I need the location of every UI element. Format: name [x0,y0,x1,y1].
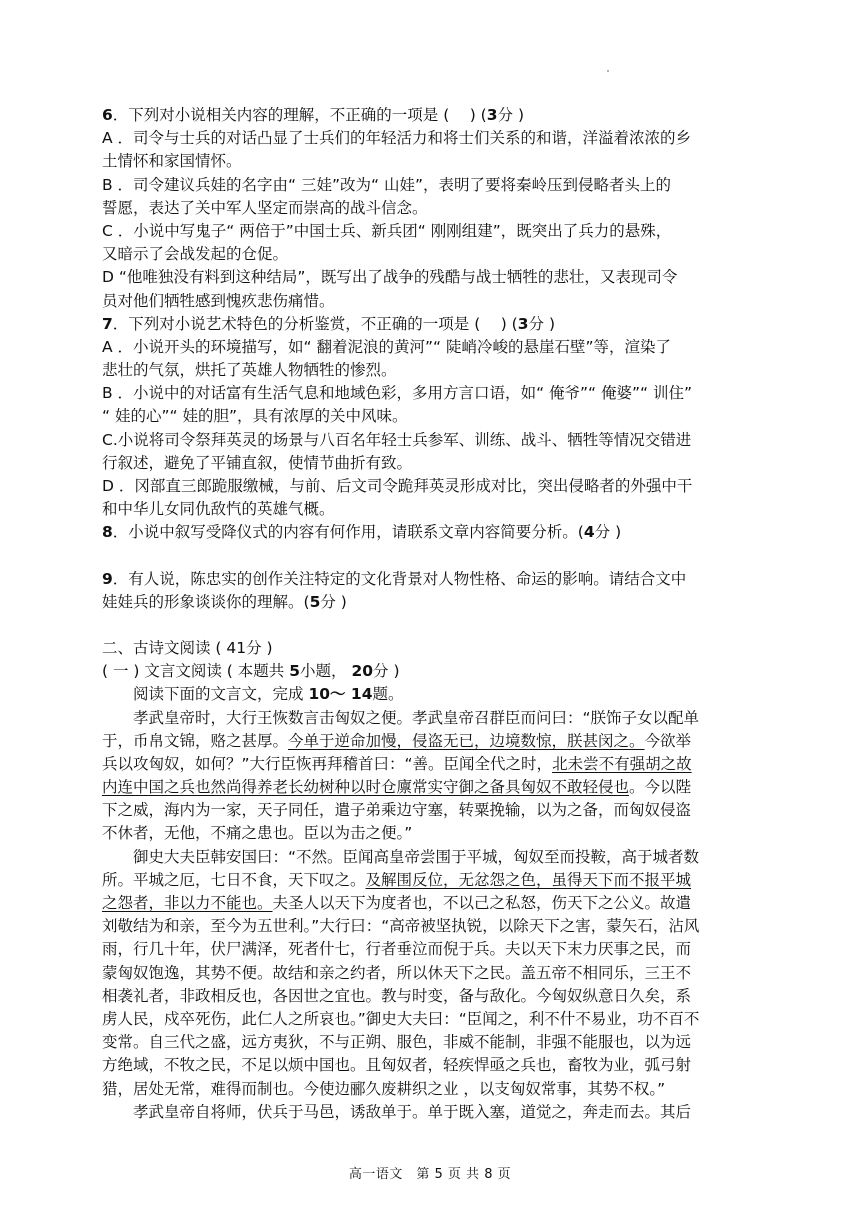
q7-option-b: B ．小说中的对话富有生活气息和地域色彩，多用方言口语，如“ 俺爷”“ 俺婆”“ 训住” [102,384,693,403]
passage-line: 蒙匈奴饱逸，其势不便。故结和亲之约者，所以休天下之民。盖五帝不相同乐，三王不 [102,963,692,982]
underlined-sentence: 及解围反位，无忿怨之色，虽得天下而不报平城 [365,870,692,889]
underlined-sentence: 北未尝不有强胡之故 [552,754,692,773]
passage-line: 孝武皇帝自将师，伏兵于马邑，诱敌单于。单于既入塞，道觉之，奔走而去。其后 [133,1102,692,1121]
q6-option-a-cont: 土情怀和家国情怀。 [102,152,242,171]
section-title: 二、古诗文阅读 ( 41分 ) [102,638,273,657]
q7-option-a: A ．小说开头的环境描写，如“ 翻着泥浪的黄河”“ 陡峭冷峻的悬崖石壁”等，渲染了 [102,337,672,356]
exam-page [102,104,762,1124]
passage-line: 雨，行几十年，伏尸满泽，死者什七，行者垂泣而倪于兵。夫以天下末力厌事之民，而 [102,940,692,959]
q7-option-a-cont: 悲壮的气氛，烘托了英雄人物牺牲的惨烈。 [102,361,397,380]
underlined-sentence: 之怨者，非以力不能也。 [102,894,273,912]
q8-stem: 8．小说中叙写受降仪式的内容有何作用，请联系文章内容简要分析。(4分 ) [102,523,622,542]
passage-line: 之怨者，非以力不能也。夫圣人以天下为度者也，不以己之私怒，伤天下之公义。故遣 [102,894,692,912]
passage-line: 兵以攻匈奴，如何？”大行臣恢再拜稽首曰：“善。臣闻全代之时，北未尝不有强胡之故 [102,754,692,773]
q7-option-c: C.小说将司令祭拜英灵的场景与八百名年轻士兵参军、训练、战斗、牺牲等情况交错进 [102,430,692,449]
page-footer: 高一语文 第 5 页 共 8 页 [348,1167,512,1182]
q6-option-a: A ．司令与士兵的对话凸显了士兵们的年轻活力和将士们关系的和谐，洋溢着浓浓的乡 [102,129,692,148]
q7-option-d-cont: 和中华儿女同仇敌忾的英雄气概。 [102,500,335,519]
underlined-sentence: 今单于逆命加慢，侵盗无已，边境数惊，朕甚闵之。 [288,731,645,750]
passage-line: 刘敬结为和亲，至今为五世利。”大行曰：“高帝被坚执锐，以除天下之害，蒙矢石，沾风 [102,917,700,936]
q6-option-b: B ．司令建议兵娃的名字由“ 三娃”改为“ 山娃”，表明了要将秦岭压到侵略者头上的 [102,175,672,194]
subsection-title: ( 一 ) 文言文阅读 ( 本题共 5小题， 20分 ) [102,662,400,681]
q7-option-b-cont: “ 娃的心”“ 娃的胆”，具有浓厚的关中风味。 [102,407,408,426]
passage-line: 虏人民，戍卒死伤，此仁人之所哀也。”御史大夫曰：“臣闻之，利不什不易业，功不百不 [102,1009,700,1028]
passage-line: 猎，居处无常，难得而制也。今使边郦久废耕织之业 ，以支匈奴常事，其势不权。” [102,1079,666,1098]
q6-option-c: C ．小说中写鬼子“ 两倍于”中国士兵、新兵团“ 刚刚组建”，既突出了兵力的悬殊， [102,221,672,240]
q6-option-c-cont: 又暗示了会战发起的仓促。 [102,245,289,264]
passage-line: 方绝域，不牧之民，不足以烦中国也。且匈奴者，轻疾悍亟之兵也，畜牧为业，弧弓射 [102,1056,692,1075]
q9-stem-cont: 娃娃兵的形象谈谈你的理解。(5分 ) [102,592,347,611]
q7-option-d: D ．冈部直三郎跪服缴械，与前、后文司令跪拜英灵形成对比，突出侵略者的外强中干 [102,477,693,495]
answer-space [102,614,762,637]
q7-stem: 7．下列对小说艺术特色的分析鉴赏，不正确的一项是 ( ) (3分 ) [102,314,556,333]
q7-option-c-cont: 行叙述，避免了平铺直叙，使情节曲折有致。 [102,453,413,472]
underlined-sentence: 内连中国之兵也然尚得养老长幼树种以时仓廪常实守御之备具匈奴不敢轻侵也 [102,778,630,797]
q6-option-b-cont: 誓愿，表达了关中军人坚定而崇高的战斗信念。 [102,198,428,217]
q6-stem: 6．下列对小说相关内容的理解，不正确的一项是 ( ) (3分 ) [102,106,525,124]
passage-line: 御史大夫臣韩安国曰：“不然。臣闻高皇帝尝围于平城，匈奴至而投鞍，高于城者数 [133,847,700,866]
passage-line: 内连中国之兵也然尚得养老长幼树种以时仓廪常实守御之备具匈奴不敢轻侵也。今以陛 [102,778,692,797]
q6-option-d: D “他唯独没有料到这种结局”，既写出了战争的残酷与战士牺牲的悲壮，又表现司令 [102,268,678,287]
passage-line: 变常。自三代之盛，远方夷狄，不与正朔、服色，非威不能制，非强不能服也，以为远 [102,1033,692,1052]
passage-line: 于，币帛文锦，赂之甚厚。今单于逆命加慢，侵盗无已，边境数惊，朕甚闵之。今欲举 [102,731,692,750]
q6-option-d-cont: 员对他们牺牲感到愧疚悲伤痛惜。 [102,291,335,310]
passage-line: 相袭礼者，非政相反也，各因世之宜也。教与时变，备与敌化。今匈奴纵意日久矣，系 [102,986,692,1005]
instruction: 阅读下面的文言文，完成 10～ 14题。 [133,685,404,704]
passage-line: 下之威，海内为一家，天子同任，遣子弟乘边守塞，转粟挽输，以为之备，而匈奴侵盗 [102,801,692,820]
passage-line: 不休者，无他，不痛之患也。臣以为击之便。” [102,824,413,843]
answer-space [102,545,762,568]
scan-speck [607,70,609,72]
q9-stem: 9．有人说，陈忠实的创作关注特定的文化背景对人物性格、命运的影响。请结合文中 [102,569,687,588]
passage-line: 孝武皇帝时，大行王恢数言击匈奴之便。孝武皇帝召群臣而问曰：“朕饰子女以配单 [133,708,700,727]
passage-line: 所。平城之厄，七日不食，天下叹之。及解围反位，无忿怨之色，虽得天下而不报平城 [102,870,692,889]
